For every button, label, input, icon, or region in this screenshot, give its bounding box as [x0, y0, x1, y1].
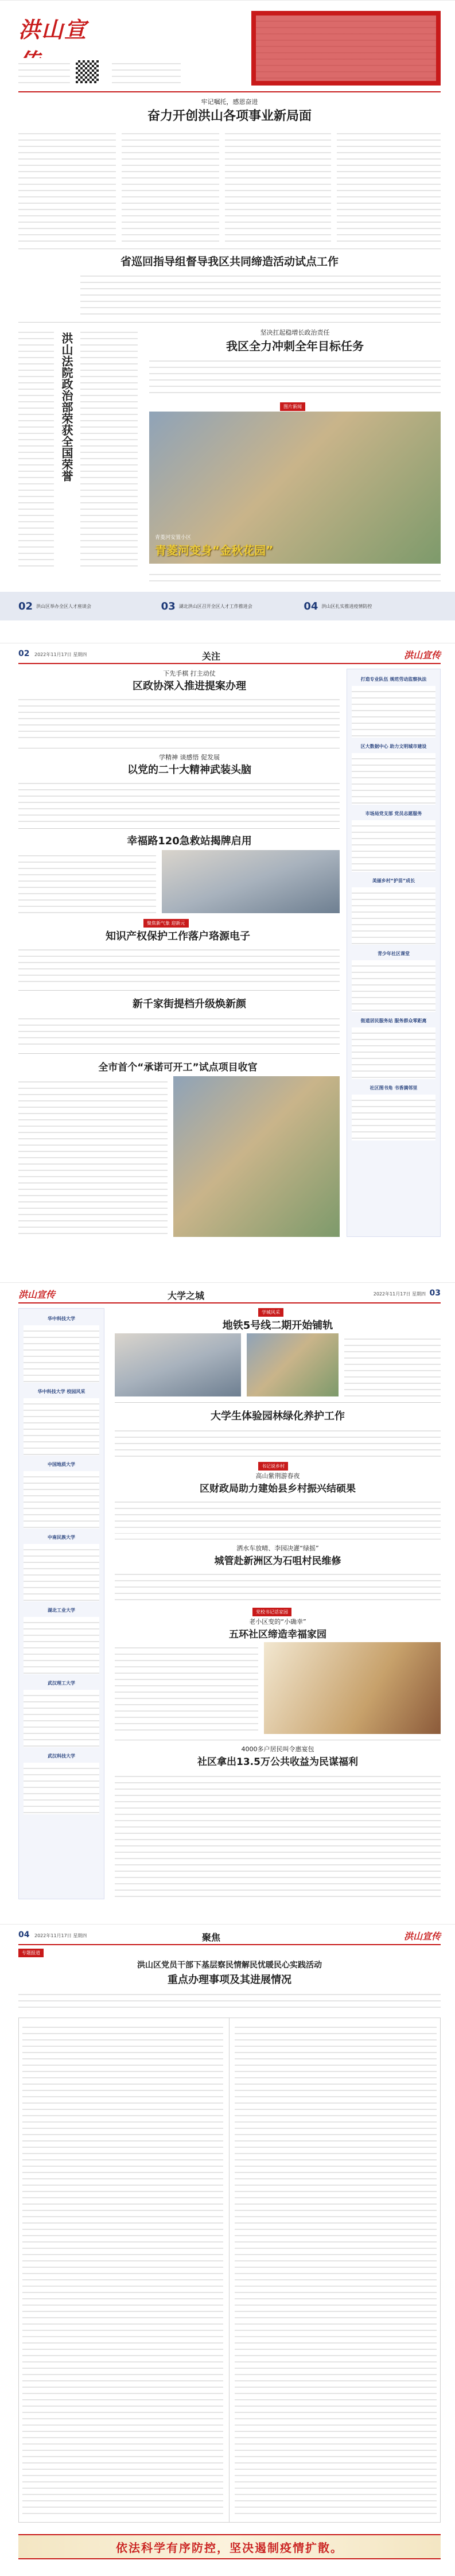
page3-section: 大学之城 — [168, 1290, 205, 1301]
p3-side-item[interactable]: 中国地质大学 — [48, 1462, 75, 1467]
p3-side-item[interactable]: 武汉理工大学 — [48, 1681, 75, 1686]
p2-headline-5[interactable]: 新千家街提档升级焕新颜 — [133, 998, 246, 1010]
p3-headline-3[interactable]: 区财政局助力建始县乡村振兴结硕果 — [200, 1483, 356, 1495]
headline-2[interactable]: 省巡回指导组督导我区共同缔造活动试点工作 — [120, 255, 339, 268]
p2-headline-3[interactable]: 幸福路120急救站揭牌启用 — [127, 835, 252, 847]
p3-side-item[interactable]: 中南民族大学 — [48, 1535, 75, 1540]
p3-headline-4[interactable]: 城管赴新洲区为石咀村民维修 — [214, 1555, 341, 1567]
page3-logo: 洪山宣传 — [18, 1289, 56, 1300]
p3-kicker-6: 4000多户居民叫令惠宴包 — [241, 1745, 314, 1753]
front-page — [0, 0, 455, 641]
p3-side-column — [18, 1308, 104, 1899]
p4-table — [18, 2018, 441, 2523]
p2-side-item[interactable]: 市场局党支部 党员志愿服务 — [365, 811, 422, 816]
p2-side-item[interactable]: 社区图书角 书香满邻里 — [370, 1085, 418, 1091]
bottom-label: 洪山区扎实推进疫情防控 — [321, 603, 372, 609]
p3-headline-5[interactable]: 五环社区缔造幸福家园 — [229, 1629, 326, 1640]
bottom-item[interactable] — [304, 598, 441, 615]
p3-photo-1[interactable] — [115, 1333, 241, 1396]
p3-headline-1[interactable]: 地铁5号线二期开始铺轨 — [222, 1320, 333, 1332]
p2-side-item[interactable]: 青少年社区课堂 — [378, 951, 410, 956]
bottom-num: 04 — [304, 600, 318, 612]
p2-headline-1[interactable]: 区政协深入推进提案办理 — [133, 680, 246, 692]
page3-number: 03 — [429, 1289, 441, 1298]
p3-photo-2[interactable] — [247, 1333, 339, 1396]
masthead-note-block — [112, 58, 181, 87]
side-vertical-title: 洪山法院政治部荣获全国荣誉 — [60, 332, 73, 482]
p2-side-column — [347, 669, 441, 1237]
p2-kicker-2: 学精神 谈感悟 促发展 — [159, 754, 220, 761]
p2-side-item[interactable]: 街道居民服务站 服务群众零距离 — [360, 1018, 427, 1023]
page4-date: 2022年11月17日 星期四 — [34, 1933, 87, 1938]
p3-side-item[interactable]: 华中科技大学 校园风采 — [37, 1389, 85, 1394]
bottom-num: 03 — [161, 600, 176, 612]
page4-section: 聚焦 — [202, 1932, 221, 1943]
p2-side-item[interactable]: 打造专业队伍 规范劳动监察执法 — [360, 677, 427, 682]
side-story-vertical[interactable] — [18, 327, 76, 568]
p3-photo-3[interactable] — [264, 1642, 441, 1734]
bottom-num: 02 — [18, 600, 33, 612]
p4-headline-2[interactable]: 重点办理事项及其进展情况 — [168, 1974, 291, 1986]
p3-side-item[interactable]: 武汉科技大学 — [48, 1753, 75, 1759]
photo-tag: 青菱河安置小区 — [155, 535, 192, 541]
p3-side-item[interactable]: 湖北工业大学 — [48, 1608, 75, 1613]
p2-tag-4: 聚焦新气象 迎新元 — [143, 919, 189, 928]
p3-tag-5: 党校书记话家园 — [252, 1608, 291, 1616]
p4-slogan-banner — [18, 2534, 441, 2559]
page3-header — [18, 1287, 441, 1301]
p3-tag-1: 学城风采 — [258, 1308, 283, 1317]
page-3 — [0, 1282, 455, 1922]
masthead — [18, 12, 99, 52]
p4-slogan: 依法科学有序防控，坚决遏制疫情扩散。 — [116, 2540, 343, 2555]
page4-header — [18, 1929, 441, 1943]
headline-3[interactable]: 我区全力冲刺全年目标任务 — [226, 339, 364, 353]
kicker-3: 坚决扛起稳增长政治责任 — [260, 329, 330, 336]
headline-1[interactable]: 奋力开创洪山各项事业新局面 — [147, 109, 312, 123]
masthead-title: 洪山宣 — [18, 17, 88, 42]
p2-headline-6[interactable]: 全市首个“承诺可开工”试点项目收官 — [98, 1062, 258, 1073]
p4-tag: 专题报道 — [18, 1949, 44, 1957]
page2-section: 关注 — [202, 651, 221, 662]
p3-side-item[interactable]: 华中科技大学 — [48, 1316, 75, 1321]
p2-photo-2[interactable] — [173, 1076, 340, 1237]
kicker-1: 牢记嘱托，感恩奋进 — [201, 98, 258, 106]
qr-code — [76, 60, 99, 83]
bottom-label: 洪山区举办全区人才座谈会 — [36, 603, 92, 609]
p2-side-item[interactable]: 美丽乡村“护苗”成长 — [372, 878, 415, 883]
page2-header — [18, 648, 441, 662]
page-2 — [0, 643, 455, 1280]
p2-headline-4[interactable]: 知识产权保护工作落户珞源电子 — [106, 930, 250, 942]
front-photo[interactable] — [149, 412, 441, 564]
bottom-item[interactable] — [18, 598, 155, 615]
bottom-label: 湖北洪山区召开全区人才工作推进会 — [178, 603, 252, 609]
p3-kicker-3: 高山紫荆游春夜 — [255, 1472, 300, 1480]
page4-number: 04 — [18, 1930, 30, 1939]
photo-caption: 青菱河变身“金秋花园” — [155, 544, 274, 557]
masthead-info — [18, 58, 104, 90]
page-4 — [0, 1924, 455, 2576]
p3-kicker-5: 老小区变的“小确幸” — [249, 1618, 306, 1625]
bottom-item[interactable] — [161, 598, 298, 615]
photo-label: 图片新闻 — [280, 402, 305, 411]
page4-logo: 洪山宣传 — [403, 1931, 441, 1942]
p2-headline-2[interactable]: 以党的二十大精神武装头脑 — [127, 764, 251, 776]
p2-photo-1[interactable] — [162, 850, 340, 913]
p3-headline-2[interactable]: 大学生体验园林绿化养护工作 — [211, 1410, 345, 1422]
p3-headline-6[interactable]: 社区拿出13.5万公共收益为民谋福利 — [197, 1756, 358, 1768]
header-red-box — [251, 11, 441, 86]
page2-number: 02 — [18, 649, 30, 658]
p3-tag-2: 书记说乡村 — [258, 1462, 288, 1471]
page2-date: 2022年11月17日 星期四 — [34, 652, 87, 657]
p3-kicker-4: 洒水车放晴、李园决灌“绿摇” — [236, 1545, 319, 1552]
front-bottom-strip — [0, 592, 455, 620]
page3-date: 2022年11月17日 星期四 — [373, 1291, 426, 1297]
p2-side-item[interactable]: 区大数据中心 助力文明城市建设 — [360, 744, 427, 749]
p2-kicker-1: 下先手棋 打主动仗 — [163, 670, 216, 677]
page2-logo: 洪山宣传 — [403, 650, 441, 661]
p4-headline-1[interactable]: 洪山区党员干部下基层察民情解民忧暖民心实践活动 — [137, 1961, 322, 1970]
